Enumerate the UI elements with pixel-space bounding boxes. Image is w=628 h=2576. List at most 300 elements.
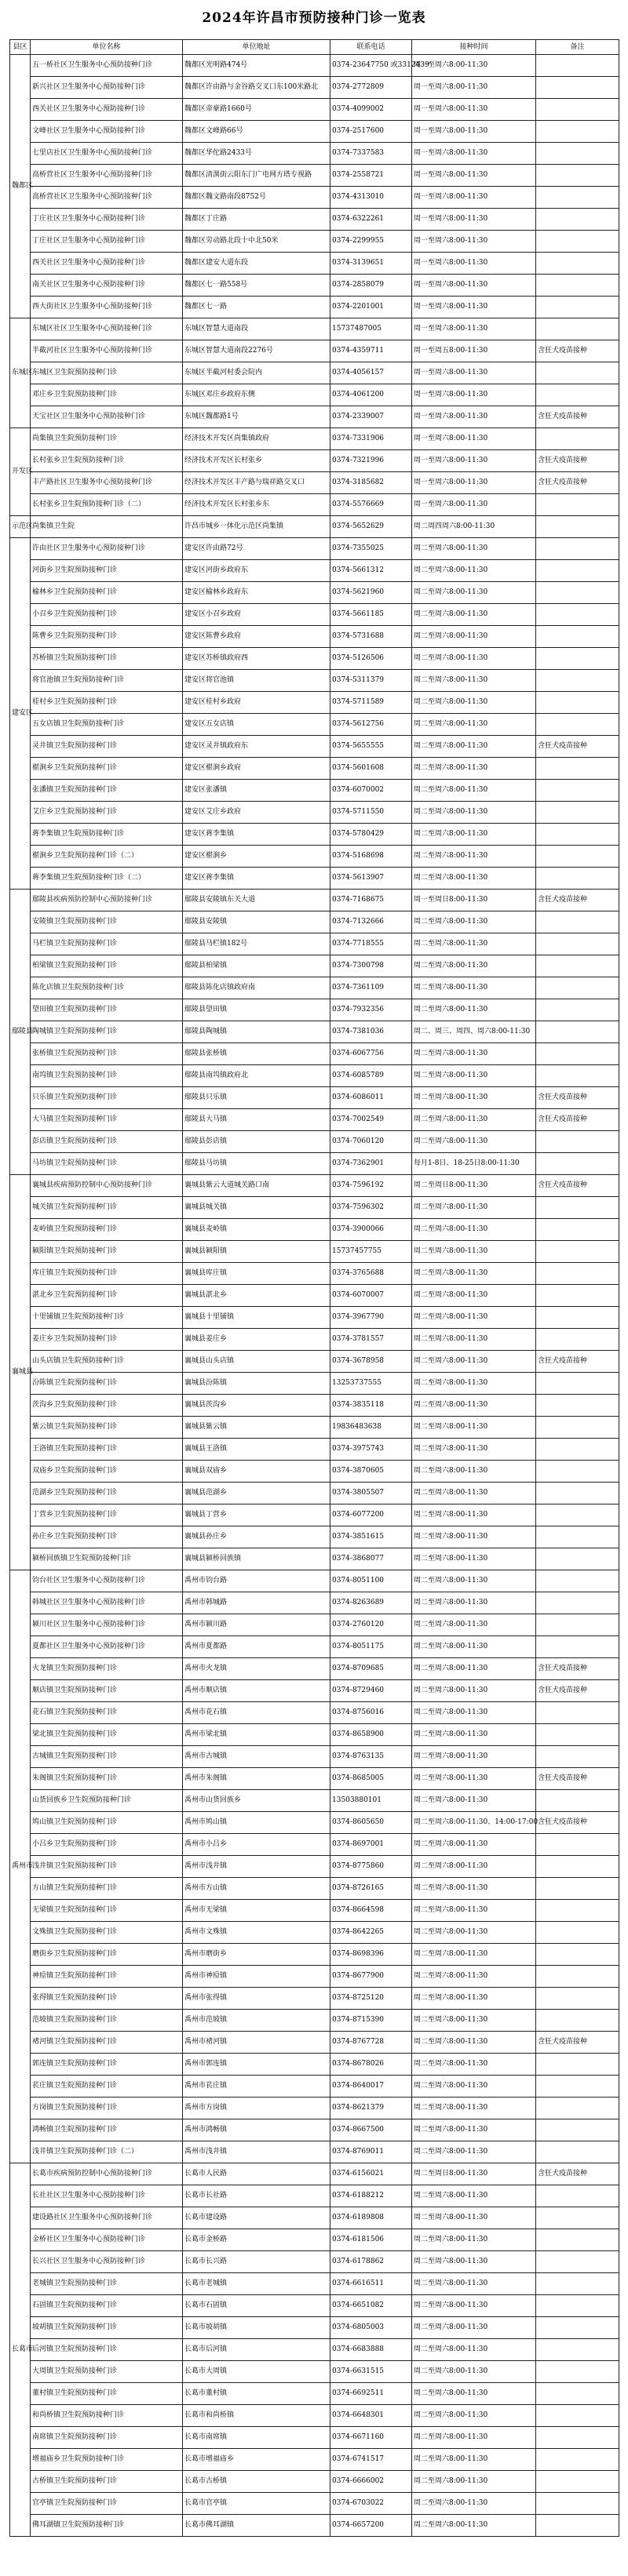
table-row <box>10 1483 619 1504</box>
unit-cell: 小吕乡卫生院预防接种门诊 <box>31 1834 183 1856</box>
note-cell <box>536 824 619 846</box>
table-row <box>10 604 619 626</box>
time-cell: 周二至周六8:00-11:30 <box>412 1548 536 1570</box>
note-cell <box>536 1944 619 1966</box>
unit-cell: 陈曹乡卫生院预防接种门诊 <box>31 626 183 648</box>
unit-cell: 颍桥回族镇卫生院预防接种门诊 <box>31 1548 183 1570</box>
table-row <box>10 1548 619 1570</box>
table-row <box>10 1219 619 1241</box>
phone-cell: 0374-6805003 <box>330 2317 412 2339</box>
address-cell: 鄢陵县陈化店镇政府南 <box>183 977 330 999</box>
time-cell: 周二至周六8:00-11:30 <box>412 1724 536 1746</box>
phone-cell: 15737457755 <box>330 1241 412 1263</box>
table-row <box>10 538 619 560</box>
note-cell <box>536 977 619 999</box>
phone-cell: 13253737555 <box>330 1373 412 1395</box>
address-cell: 鄢陵县柏梁镇 <box>183 955 330 977</box>
note-cell <box>536 253 619 275</box>
time-cell: 周二至周六8:00-11:30 <box>412 1966 536 1988</box>
table-row <box>10 955 619 977</box>
address-cell: 建安区椹涧乡 <box>183 846 330 868</box>
table-row <box>10 1373 619 1395</box>
table-row <box>10 1702 619 1724</box>
table-row <box>10 187 619 209</box>
note-cell <box>536 494 619 516</box>
time-cell: 周二至周六8:00-11:30 <box>412 714 536 736</box>
address-cell: 长葛市坡胡镇 <box>183 2317 330 2339</box>
time-cell: 周二至周六8:00-11:30 <box>412 933 536 955</box>
address-cell: 许昌市城乡一体化示范区尚集镇 <box>183 516 330 538</box>
time-cell: 周二至周六8:00-11:30 <box>412 2251 536 2273</box>
time-cell: 周二至周六8:00-11:30 <box>412 2515 536 2537</box>
unit-cell: 坡胡镇卫生院预防接种门诊 <box>31 2317 183 2339</box>
unit-cell: 榆林乡卫生院预防接种门诊 <box>31 582 183 604</box>
address-cell: 襄城县姜庄乡 <box>183 1329 330 1351</box>
table-row <box>10 494 619 516</box>
note-cell <box>536 2471 619 2493</box>
unit-cell: 天宝社区卫生服务中心预防接种门诊 <box>31 406 183 428</box>
phone-cell: 0374-6086011 <box>330 1087 412 1109</box>
address-cell: 襄城县紫云大道城关路口南 <box>183 1175 330 1197</box>
note-cell: 含狂犬疫苗接种 <box>536 736 619 758</box>
table-row <box>10 2405 619 2427</box>
unit-cell: 文峰社区卫生服务中心预防接种门诊 <box>31 121 183 143</box>
time-cell: 周二至周六8:00-11:30 <box>412 977 536 999</box>
time-cell: 周二至周六8:00-11:30 <box>412 582 536 604</box>
phone-cell: 0374-5601608 <box>330 758 412 780</box>
table-row <box>10 253 619 275</box>
note-cell <box>536 1724 619 1746</box>
unit-cell: 紫云镇卫生院预防接种门诊 <box>31 1417 183 1439</box>
phone-cell: 0374-2201001 <box>330 297 412 318</box>
address-cell: 鄢陵县彭店镇 <box>183 1131 330 1153</box>
unit-cell: 郭连镇卫生院预防接种门诊 <box>31 2054 183 2076</box>
table-row <box>10 714 619 736</box>
table-row <box>10 121 619 143</box>
phone-cell: 0374-7362901 <box>330 1153 412 1175</box>
note-cell <box>536 1614 619 1636</box>
phone-cell: 0374-8726165 <box>330 1878 412 1900</box>
note-cell <box>536 1153 619 1175</box>
unit-cell: 十里铺镇卫生院预防接种门诊 <box>31 1307 183 1329</box>
table-row <box>10 2076 619 2098</box>
unit-cell: 灵井镇卫生院预防接种门诊 <box>31 736 183 758</box>
phone-cell: 0374-8756016 <box>330 1702 412 1724</box>
unit-cell: 七里店社区卫生服务中心预防接种门诊 <box>31 143 183 165</box>
note-cell <box>536 1526 619 1548</box>
time-cell: 周二至周六8:00-11:30 <box>412 2317 536 2339</box>
time-cell: 周二至周六8:00-11:30 <box>412 1504 536 1526</box>
table-row <box>10 1461 619 1483</box>
phone-cell: 0374-7932356 <box>330 999 412 1021</box>
time-cell: 周二至周六8:00-11:30 <box>412 1439 536 1461</box>
table-row <box>10 340 619 362</box>
header-address: 单位地址 <box>183 40 330 55</box>
address-cell: 长葛市长兴路 <box>183 2251 330 2273</box>
note-cell <box>536 2383 619 2405</box>
header-note: 备注 <box>536 40 619 55</box>
table-row <box>10 802 619 824</box>
phone-cell: 0374-3765688 <box>330 1263 412 1285</box>
phone-cell: 0374-2517600 <box>330 121 412 143</box>
note-cell <box>536 1241 619 1263</box>
phone-cell: 0374-6178862 <box>330 2251 412 2273</box>
address-cell: 魏都区帝豪路1660号 <box>183 99 330 121</box>
table-row <box>10 2273 619 2295</box>
time-cell: 周二至周六8:00-11:30 <box>412 824 536 846</box>
region-cell: 魏都区 <box>10 55 31 318</box>
unit-cell: 茨沟乡卫生院预防接种门诊 <box>31 1395 183 1417</box>
address-cell: 魏都区魏文路南段8752号 <box>183 187 330 209</box>
note-cell: 含狂犬疫苗接种 <box>536 1351 619 1373</box>
address-cell: 建安区艾庄乡政府 <box>183 802 330 824</box>
time-cell: 周一至周六8:00-11:30 <box>412 428 536 450</box>
address-cell: 禹州市文殊镇 <box>183 1922 330 1944</box>
time-cell: 周一至周六8:00-11:30 <box>412 55 536 77</box>
address-cell: 襄城县湛北乡 <box>183 1285 330 1307</box>
time-cell: 周二至周六8:00-11:30 <box>412 758 536 780</box>
address-cell: 鄢陵县望田镇 <box>183 999 330 1021</box>
table-row <box>10 626 619 648</box>
time-cell: 周二至周六8:00-11:30 <box>412 1900 536 1922</box>
note-cell <box>536 1131 619 1153</box>
note-cell <box>536 1746 619 1768</box>
phone-cell: 0374-8640017 <box>330 2076 412 2098</box>
unit-cell: 浅井镇卫生院预防接种门诊（二） <box>31 2141 183 2163</box>
time-cell: 周二至周六8:00-11:30 <box>412 1131 536 1153</box>
table-row <box>10 1636 619 1658</box>
table-row <box>10 1966 619 1988</box>
phone-cell: 0374-3975743 <box>330 1439 412 1461</box>
table-row <box>10 1790 619 1812</box>
address-cell: 鄢陵县大马镇 <box>183 1109 330 1131</box>
unit-cell: 鄢陵县疾病预防控制中心预防接种门诊 <box>31 890 183 911</box>
unit-cell: 钧台社区卫生服务中心预防接种门诊 <box>31 1570 183 1592</box>
address-cell: 鄢陵县只乐镇 <box>183 1087 330 1109</box>
unit-cell: 颍阳镇卫生院预防接种门诊 <box>31 1241 183 1263</box>
table-row <box>10 2339 619 2361</box>
table-row <box>10 428 619 450</box>
phone-cell: 0374-6156021 <box>330 2163 412 2185</box>
phone-cell: 0374-4061200 <box>330 384 412 406</box>
region-cell: 禹州市 <box>10 1570 31 2163</box>
note-cell: 含狂犬疫苗接种 <box>536 1109 619 1131</box>
address-cell: 襄城县汾陈镇 <box>183 1373 330 1395</box>
table-row <box>10 1922 619 1944</box>
unit-cell: 湛北乡卫生院预防接种门诊 <box>31 1285 183 1307</box>
table-row <box>10 2383 619 2405</box>
time-cell: 周二至周六8:00-11:30 <box>412 2273 536 2295</box>
time-cell: 周一至周六8:00-11:30 <box>412 253 536 275</box>
unit-cell: 陶城镇卫生院预防接种门诊 <box>31 1021 183 1043</box>
note-cell <box>536 1373 619 1395</box>
unit-cell: 大马镇卫生院预防接种门诊 <box>31 1109 183 1131</box>
phone-cell: 0374-5126506 <box>330 648 412 670</box>
time-cell: 周一至周六8:00-11:30 <box>412 77 536 99</box>
note-cell <box>536 1329 619 1351</box>
address-cell: 禹州市褚河镇 <box>183 2032 330 2054</box>
time-cell: 周一至周六8:00-11:30 <box>412 275 536 297</box>
address-cell: 魏都区建安大道东段 <box>183 253 330 275</box>
address-cell: 襄城县孙庄乡 <box>183 1526 330 1548</box>
time-cell: 每月1-8日、18-25日8:00-11:30 <box>412 1153 536 1175</box>
phone-cell: 0374-7168675 <box>330 890 412 911</box>
note-cell <box>536 2427 619 2449</box>
table-row <box>10 560 619 582</box>
unit-cell: 范湖乡卫生院预防接种门诊 <box>31 1483 183 1504</box>
time-cell: 周一至周六8:00-11:30 <box>412 494 536 516</box>
address-cell: 襄城县紫云镇 <box>183 1417 330 1439</box>
note-cell <box>536 2361 619 2383</box>
time-cell: 周一至周六8:00-11:30 <box>412 384 536 406</box>
table-row <box>10 670 619 692</box>
phone-cell: 0374-7718555 <box>330 933 412 955</box>
unit-cell: 大周镇卫生院预防接种门诊 <box>31 2361 183 2383</box>
phone-cell: 0374-5661312 <box>330 560 412 582</box>
note-cell <box>536 187 619 209</box>
table-row <box>10 648 619 670</box>
table-row <box>10 1043 619 1065</box>
address-cell: 禹州市苌庄镇 <box>183 2076 330 2098</box>
time-cell: 周二至周六8:00-11:30 <box>412 1241 536 1263</box>
table-row <box>10 977 619 999</box>
phone-cell: 0374-8677900 <box>330 1966 412 1988</box>
address-cell: 长葛市石固镇 <box>183 2295 330 2317</box>
time-cell: 周二至周六8:00-11:30 <box>412 1065 536 1087</box>
time-cell: 周一至周五8:00-11:30 <box>412 340 536 362</box>
phone-cell: 0374-6651082 <box>330 2295 412 2317</box>
address-cell: 长葛市人民路 <box>183 2163 330 2185</box>
note-cell: 含狂犬疫苗接种 <box>536 472 619 494</box>
table-row <box>10 890 619 911</box>
time-cell: 周二、周三、周四、周六8:00-11:30 <box>412 1021 536 1043</box>
note-cell <box>536 670 619 692</box>
note-cell <box>536 933 619 955</box>
time-cell: 周二至周六8:00-11:30 <box>412 2054 536 2076</box>
note-cell <box>536 1395 619 1417</box>
phone-cell: 0374-8767728 <box>330 2032 412 2054</box>
table-row <box>10 1417 619 1439</box>
unit-cell: 张桥镇卫生院预防接种门诊 <box>31 1043 183 1065</box>
note-cell <box>536 2273 619 2295</box>
unit-cell: 增福庙乡卫生院预防接种门诊 <box>31 2449 183 2471</box>
unit-cell: 南席镇卫生院预防接种门诊 <box>31 2427 183 2449</box>
phone-cell: 0374-3781557 <box>330 1329 412 1351</box>
address-cell: 魏都区七一路 <box>183 297 330 318</box>
time-cell: 周二至周六8:00-11:30 <box>412 911 536 933</box>
table-row <box>10 1307 619 1329</box>
unit-cell: 许由社区卫生服务中心预防接种门诊 <box>31 538 183 560</box>
unit-cell: 陈化店镇卫生院预防接种门诊 <box>31 977 183 999</box>
region-cell: 开发区 <box>10 428 31 516</box>
table-row <box>10 824 619 846</box>
note-cell <box>536 1263 619 1285</box>
unit-cell: 丁营乡卫生院预防接种门诊 <box>31 1504 183 1526</box>
unit-cell: 张得镇卫生院预防接种门诊 <box>31 1988 183 2010</box>
address-cell: 襄城县麦岭镇 <box>183 1219 330 1241</box>
address-cell: 东城区魏都路1号 <box>183 406 330 428</box>
unit-cell: 丰产路社区卫生服务中心预防接种门诊 <box>31 472 183 494</box>
address-cell: 襄城县库庄镇 <box>183 1263 330 1285</box>
table-row <box>10 1153 619 1175</box>
unit-cell: 顺店镇卫生院预防接种门诊 <box>31 1680 183 1702</box>
note-cell <box>536 1065 619 1087</box>
address-cell: 鄢陵县马坊镇 <box>183 1153 330 1175</box>
address-cell: 魏都区文峰路66号 <box>183 121 330 143</box>
time-cell: 周二至周六8:00-11:30 <box>412 2032 536 2054</box>
region-cell: 鄢陵县 <box>10 890 31 1175</box>
phone-cell: 0374-6070002 <box>330 780 412 802</box>
phone-cell: 0374-6703022 <box>330 2493 412 2515</box>
table-row <box>10 758 619 780</box>
phone-cell: 0374-8763135 <box>330 1746 412 1768</box>
phone-cell: 0374-2339007 <box>330 406 412 428</box>
unit-cell: 彭店镇卫生院预防接种门诊 <box>31 1131 183 1153</box>
address-cell: 鄢陵县安陵镇 <box>183 911 330 933</box>
region-cell: 示范区 <box>10 516 31 538</box>
note-cell: 含狂犬疫苗接种 <box>536 1768 619 1790</box>
address-cell: 鄢陵县张桥镇 <box>183 1043 330 1065</box>
table-row <box>10 1021 619 1043</box>
time-cell: 周一至周六8:00-11:30 <box>412 362 536 384</box>
time-cell: 周二至周六8:00-11:30 <box>412 868 536 890</box>
address-cell: 禹州市古城镇 <box>183 1746 330 1768</box>
address-cell: 魏都区华佗路2433号 <box>183 143 330 165</box>
table-row <box>10 1834 619 1856</box>
address-cell: 魏都区光明路474号 <box>183 55 330 77</box>
time-cell: 周一至周六8:00-11:30 <box>412 121 536 143</box>
phone-cell: 0374-3900066 <box>330 1219 412 1241</box>
table-row <box>10 1241 619 1263</box>
unit-cell: 和尚桥镇卫生院预防接种门诊 <box>31 2405 183 2427</box>
address-cell: 鄢陵县陶城镇 <box>183 1021 330 1043</box>
note-cell <box>536 911 619 933</box>
table-row <box>10 2427 619 2449</box>
unit-cell: 韩城社区卫生服务中心预防接种门诊 <box>31 1592 183 1614</box>
note-cell <box>536 2317 619 2339</box>
unit-cell: 鸿畅镇卫生院预防接种门诊 <box>31 2119 183 2141</box>
note-cell <box>536 1197 619 1219</box>
phone-cell: 0374-8642265 <box>330 1922 412 1944</box>
address-cell: 襄城县山头店镇 <box>183 1351 330 1373</box>
phone-cell: 0374-6631515 <box>330 2361 412 2383</box>
address-cell: 禹州市浅井镇 <box>183 1856 330 1878</box>
time-cell: 周二至周六8:00-11:30 <box>412 1592 536 1614</box>
table-row <box>10 1812 619 1834</box>
unit-cell: 佛耳湖镇卫生院预防接种门诊 <box>31 2515 183 2537</box>
unit-cell: 库庄镇卫生院预防接种门诊 <box>31 1263 183 1285</box>
address-cell: 东城区智慧大道南段 <box>183 318 330 340</box>
note-cell <box>536 1636 619 1658</box>
note-cell <box>536 209 619 231</box>
address-cell: 经济技术开发区尚集镇政府 <box>183 428 330 450</box>
time-cell: 周二周四周六8:00-11:30 <box>412 516 536 538</box>
table-row <box>10 2054 619 2076</box>
note-cell: 含狂犬疫苗接种 <box>536 1680 619 1702</box>
address-cell: 长葛市金桥路 <box>183 2229 330 2251</box>
unit-cell: 磨街乡卫生院预防接种门诊 <box>31 1944 183 1966</box>
address-cell: 襄城县双庙乡 <box>183 1461 330 1483</box>
unit-cell: 夏都社区卫生服务中心预防接种门诊 <box>31 1636 183 1658</box>
time-cell: 周二至周六8:00-11:30 <box>412 2449 536 2471</box>
address-cell: 长葛市古桥镇 <box>183 2471 330 2493</box>
time-cell: 周二至周六8:00-11:30 <box>412 2405 536 2427</box>
time-cell: 周二至周六8:00-11:30 <box>412 2361 536 2383</box>
unit-cell: 只乐镇卫生院预防接种门诊 <box>31 1087 183 1109</box>
unit-cell: 半截河社区卫生服务中心预防接种门诊 <box>31 340 183 362</box>
unit-cell: 五一桥社区卫生服务中心预防接种门诊 <box>31 55 183 77</box>
unit-cell: 梁北镇卫生院预防接种门诊 <box>31 1724 183 1746</box>
note-cell <box>536 2141 619 2163</box>
address-cell: 鄢陵县马栏镇182号 <box>183 933 330 955</box>
phone-cell: 0374-7331906 <box>330 428 412 450</box>
time-cell: 周二至周六8:00-11:30 <box>412 1043 536 1065</box>
time-cell: 周二至周六8:00-11:30 <box>412 1219 536 1241</box>
table-row <box>10 999 619 1021</box>
time-cell: 周二至周六8:00-11:30 <box>412 1790 536 1812</box>
phone-cell: 0374-6648301 <box>330 2405 412 2427</box>
unit-cell: 长村张乡卫生院预防接种门诊（二） <box>31 494 183 516</box>
time-cell: 周二至周六8:00-11:30 <box>412 846 536 868</box>
time-cell: 周二至周六8:00-11:30 <box>412 1109 536 1131</box>
unit-cell: 丁庄社区卫生服务中心预防接种门诊 <box>31 231 183 253</box>
address-cell: 禹州市鸿畅镇 <box>183 2119 330 2141</box>
table-row <box>10 297 619 318</box>
unit-cell: 艾庄乡卫生院预防接种门诊 <box>31 802 183 824</box>
phone-cell: 0374-6181506 <box>330 2229 412 2251</box>
phone-cell: 0374-8051100 <box>330 1570 412 1592</box>
unit-cell: 颍川社区卫生服务中心预防接种门诊 <box>31 1614 183 1636</box>
phone-cell: 0374-8664598 <box>330 1900 412 1922</box>
time-cell: 周一至周六8:00-11:30 <box>412 143 536 165</box>
unit-cell: 花石镇卫生院预防接种门诊 <box>31 1702 183 1724</box>
phone-cell: 0374-5661185 <box>330 604 412 626</box>
note-cell <box>536 2251 619 2273</box>
address-cell: 建安区榆林乡政府东 <box>183 582 330 604</box>
time-cell: 周二至周六8:00-11:30 <box>412 2295 536 2317</box>
table-row <box>10 1351 619 1373</box>
table-row <box>10 846 619 868</box>
note-cell <box>536 2119 619 2141</box>
unit-cell: 邓庄乡卫生院预防接种门诊 <box>31 384 183 406</box>
table-header-row <box>10 40 619 55</box>
table-row <box>10 1197 619 1219</box>
time-cell: 周二至周六8:00-11:30 <box>412 1570 536 1592</box>
phone-cell: 0374-8729460 <box>330 1680 412 1702</box>
note-cell <box>536 2515 619 2537</box>
table-row <box>10 2493 619 2515</box>
address-cell: 建安区苏桥镇政府西 <box>183 648 330 670</box>
note-cell <box>536 538 619 560</box>
unit-cell: 孙庄乡卫生院预防接种门诊 <box>31 1526 183 1548</box>
note-cell <box>536 955 619 977</box>
time-cell: 周二至周六8:00-11:30 <box>412 2185 536 2207</box>
time-cell: 周二至周六8:00-11:30 <box>412 692 536 714</box>
note-cell <box>536 2010 619 2032</box>
table-row <box>10 2295 619 2317</box>
unit-cell: 丁庄社区卫生服务中心预防接种门诊 <box>31 209 183 231</box>
table-row <box>10 2163 619 2185</box>
unit-cell: 西关社区卫生服务中心预防接种门诊 <box>31 253 183 275</box>
address-cell: 禹州市张得镇 <box>183 1988 330 2010</box>
table-row <box>10 2185 619 2207</box>
note-cell: 含狂犬疫苗接种 <box>536 890 619 911</box>
table-row <box>10 868 619 890</box>
address-cell: 襄城县范湖乡 <box>183 1483 330 1504</box>
table-row <box>10 2229 619 2251</box>
note-cell <box>536 1043 619 1065</box>
table-row <box>10 2471 619 2493</box>
